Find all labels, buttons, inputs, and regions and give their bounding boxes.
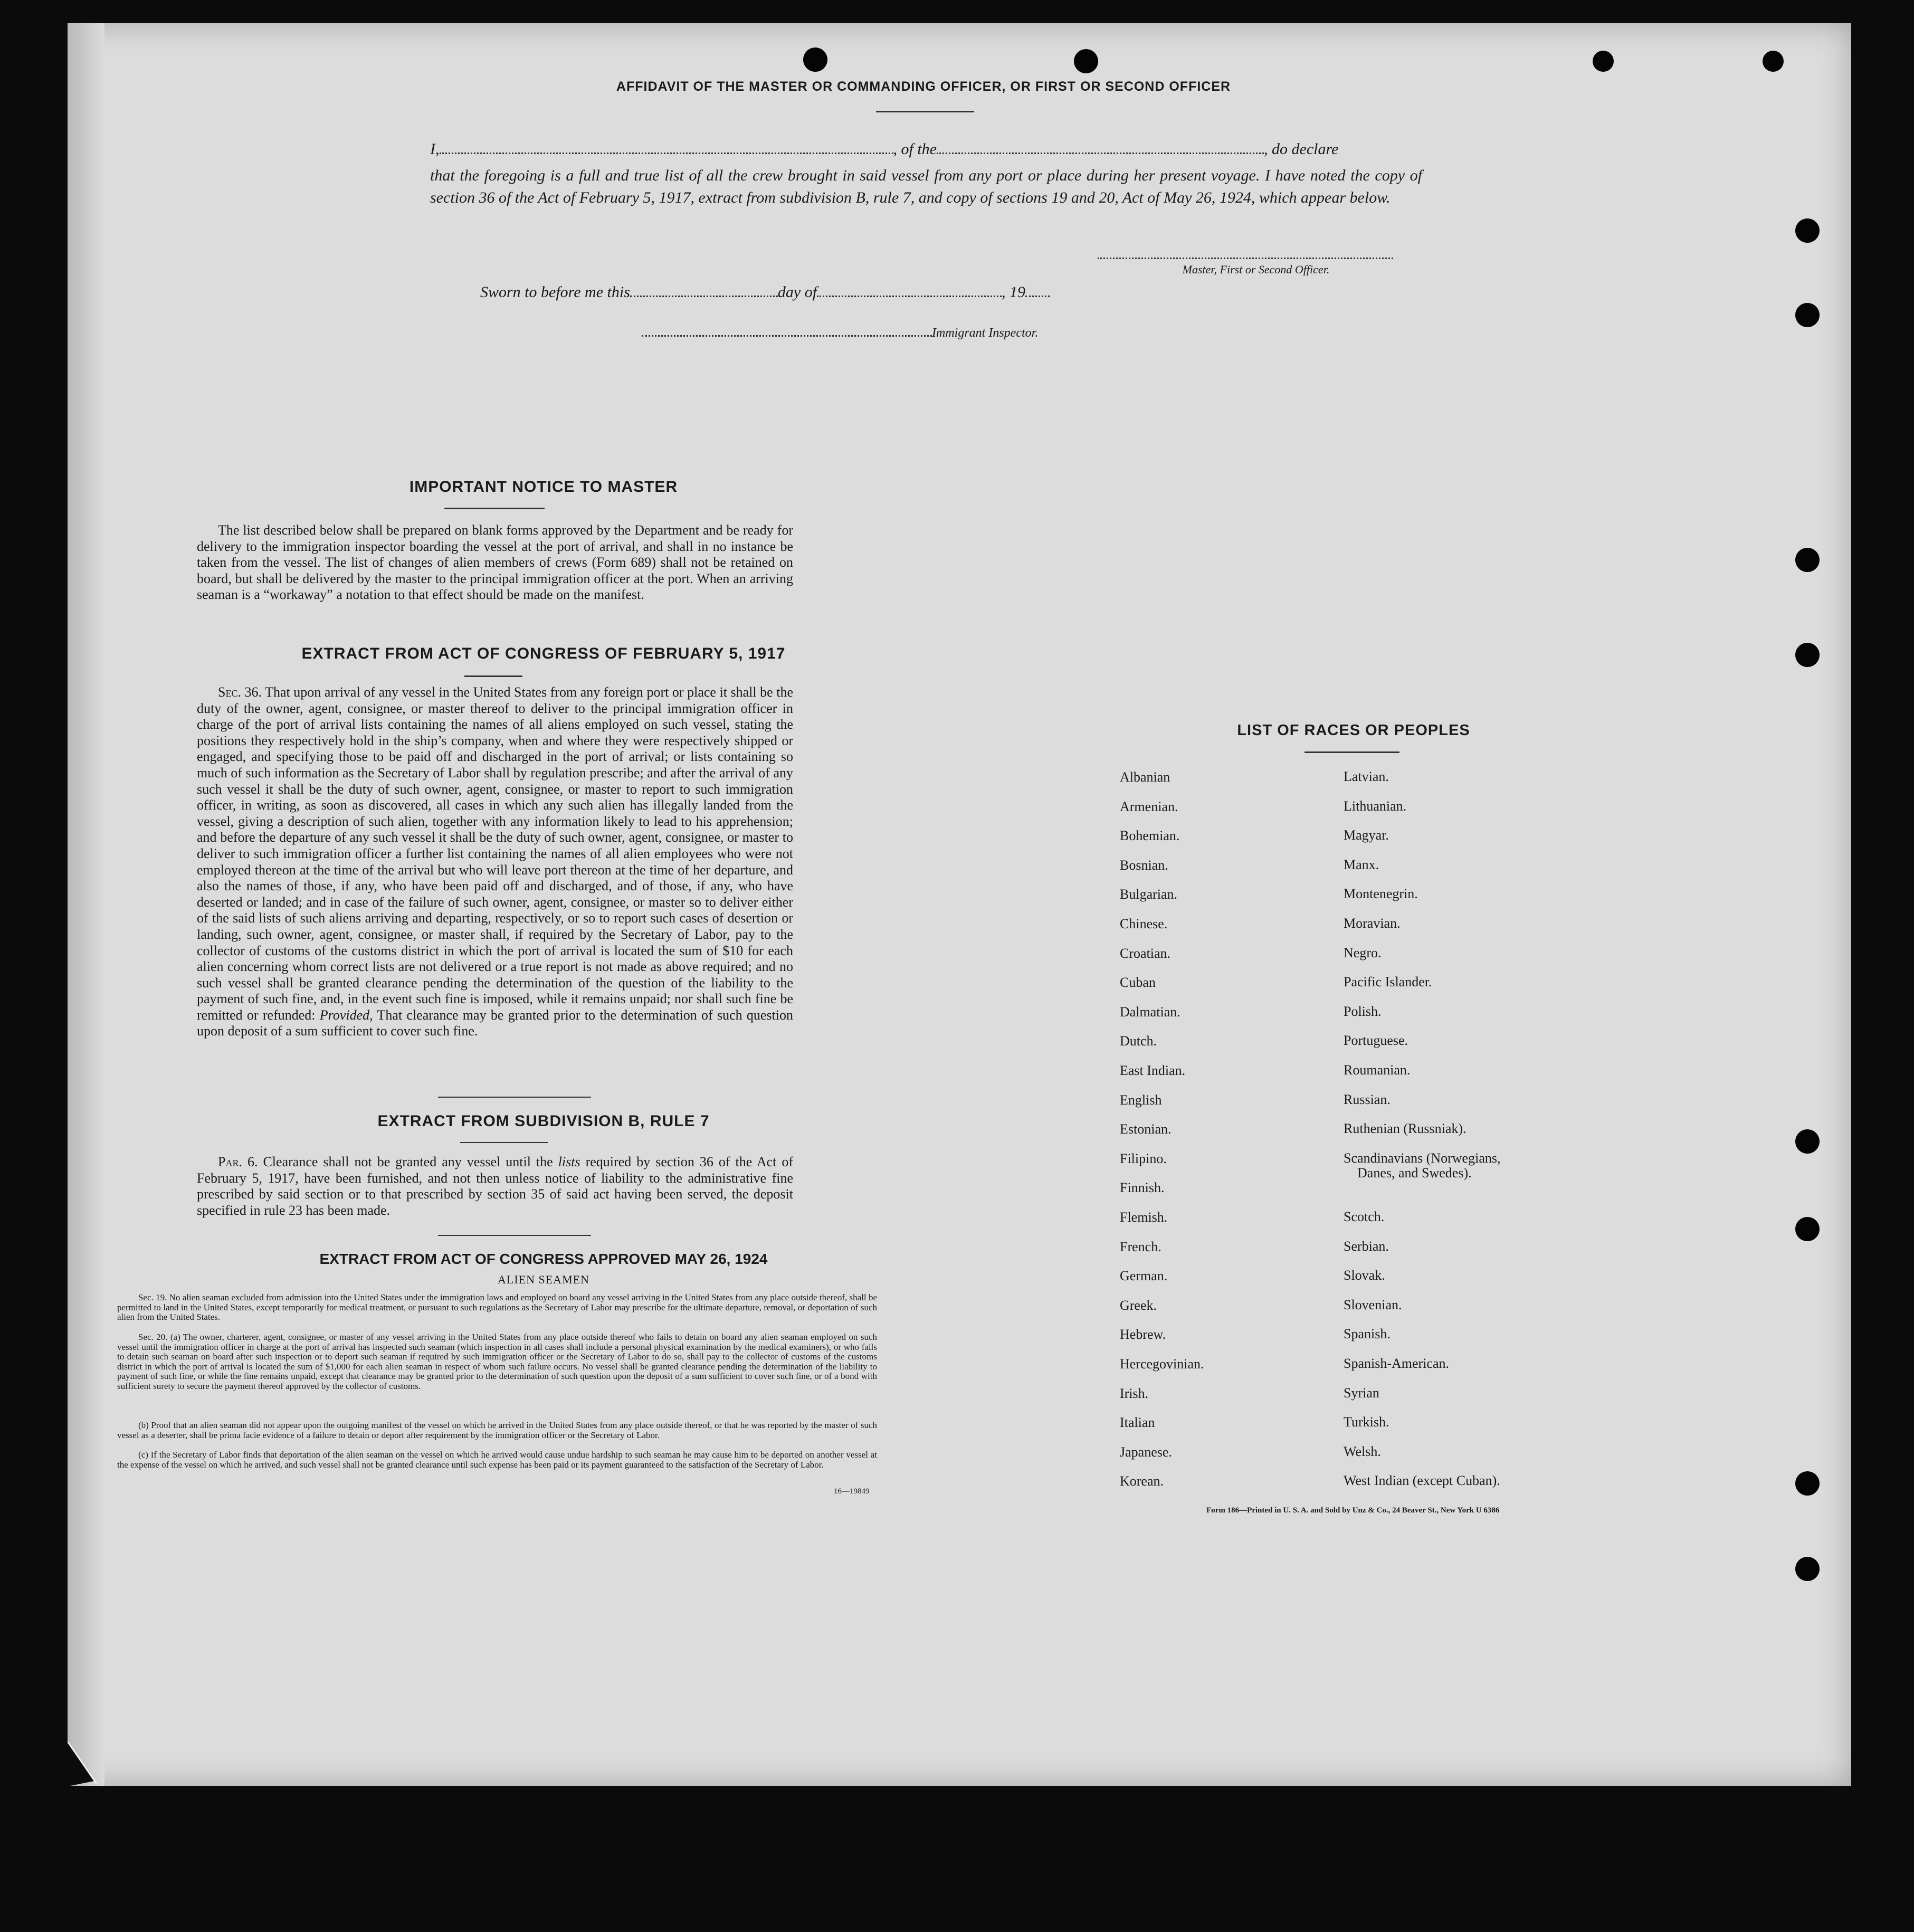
section-rule [464, 675, 522, 677]
race-item: Armenian. [1120, 798, 1178, 814]
act1917-title: EXTRACT FROM ACT OF CONGRESS OF FEBRUARY 5, 1917 [301, 645, 786, 662]
sworn-prefix: Sworn to before me this [480, 283, 630, 301]
race-item: Dalmatian. [1120, 1004, 1180, 1020]
punch-hole-icon [1795, 1129, 1820, 1154]
race-item: Croatian. [1120, 945, 1171, 961]
rule7-par-label: Par. 6. [218, 1154, 258, 1169]
race-item: Latvian. [1344, 769, 1389, 784]
act1924-title: EXTRACT FROM ACT OF CONGRESS APPROVED MAY 26, 1924 [319, 1251, 768, 1267]
sworn-month-field[interactable] [817, 296, 1002, 297]
punch-hole-icon [1593, 51, 1614, 72]
act1917-body-end: That clearance may be granted prior to the determination of such question upon deposit of a sum sufficient to cover such fine. [197, 1007, 794, 1039]
sworn-year-field[interactable] [1025, 296, 1050, 297]
race-item: Albanian [1120, 769, 1170, 785]
race-item: Slovenian. [1344, 1297, 1402, 1312]
punch-hole-icon [1795, 303, 1820, 327]
punch-hole-icon [1074, 49, 1098, 73]
form-footer: Form 186—Printed in U. S. A. and Sold by Unz & Co., 24 Beaver St., New York U 6386 [1206, 1506, 1500, 1515]
section-rule [460, 1142, 548, 1143]
punch-hole-icon [1795, 1557, 1820, 1581]
title-rule [876, 111, 974, 112]
race-item: Greek. [1120, 1297, 1157, 1313]
race-item: Welsh. [1344, 1443, 1381, 1459]
act1924-sec19: Sec. 19. No alien seaman excluded from admission into the United States under the immigration laws and employed on board any vessel arriving in the United States from any place outside thereof, shall be permitted to land in the United States, except temporarily for medical treatment, or pursuant to such regulations as the Secretary of Labor may prescribe for the ultimate departure, removal, or deportation of such alien from the United States. [117, 1292, 877, 1322]
affidavit-title: AFFIDAVIT OF THE MASTER OR COMMANDING OFFICER, OR FIRST OR SECOND OFFICER [616, 79, 1231, 94]
affidavit-first-line [430, 140, 1422, 158]
inspector-label: Immigrant Inspector. [932, 326, 1039, 340]
race-item: Scandinavians (Norwegians, Danes, and Swedes). [1344, 1150, 1501, 1181]
inspector-signature-field[interactable] [642, 335, 932, 337]
declare-label: , do declare [1264, 140, 1339, 158]
act1917-text [197, 684, 793, 1040]
race-item: Slovak. [1344, 1268, 1385, 1283]
race-item: Japanese. [1120, 1444, 1172, 1460]
vessel-name-field[interactable] [937, 153, 1264, 154]
race-item: East Indian. [1120, 1063, 1186, 1078]
sworn-line [480, 283, 1050, 301]
race-item: Manx. [1344, 856, 1379, 872]
race-item: Bulgarian. [1120, 887, 1178, 902]
sheet-left-edge [68, 23, 104, 1786]
race-item: Lithuanian. [1344, 798, 1407, 814]
master-signature-label: Master, First or Second Officer. [1182, 263, 1330, 276]
rule7-title: EXTRACT FROM SUBDIVISION B, RULE 7 [377, 1112, 710, 1130]
race-item: English [1120, 1092, 1162, 1108]
sworn-day-of: day of [777, 283, 817, 301]
section-rule [438, 1235, 591, 1236]
act1924-sec20a: Sec. 20. (a) The owner, charterer, agent, consignee, or master of any vessel arriving in the United States from any place outside thereof who fails to detain on board any alien seaman employed on such vessel until the immigration officer in charge at the port of arrival has inspected such seaman (which inspection in all cases shall include a personal physical examination by the medical examiners), or who fails to detain such seaman on board after such inspection or to deport such seaman if required by such immigration officer or the Secretary of Labor to do so, shall pay to the collector of customs of the customs district in which the port of arrival is located the sum of $1,000 for each alien seaman in respect of whom such failure occurs. No vessel shall be granted clearance pending the determination of the liability to payment of such fine, or while the fine remains unpaid, except that clearance may be granted prior to the determination of such question upon the deposit of a sum sufficient to cover such fine, or of a bond with sufficient surety to secure the payment thereof approved by the collector of customs. [117, 1332, 877, 1391]
race-item: Chinese. [1120, 916, 1168, 931]
race-item: Turkish. [1344, 1414, 1389, 1430]
race-item: Bosnian. [1120, 857, 1168, 873]
inspector-line [642, 326, 1038, 340]
race-item: Hercegovinian. [1120, 1356, 1204, 1372]
punch-hole-icon [1795, 643, 1820, 667]
race-item: Finnish. [1120, 1180, 1165, 1196]
master-signature-line[interactable] [1098, 252, 1393, 262]
act1917-body: That upon arrival of any vessel in the United States from any foreign port or place it shall be the duty of the owner, agent, consignee, or master thereof to deliver to the principal immigration officer in charge of the port of arrival lists containing the names of all aliens employed on such vessel, stating the positions they respectively hold in the ship’s company, when and where they were respectively shipped or engaged, and specifying those to be paid off and discharged in the port of arrival; or lists containing so much of such information as the Secretary of Labor shall by regulation prescribe; and after the arrival of any such vessel it shall be the duty of such owner, agent, consignee, or master to report to such immigration officer, in writing, as soon as discovered, all cases in which any such alien has illegally landed from the vessel, giving a description of such alien, together with any information likely to lead to his apprehension; and before the departure of any such vessel it shall be the duty of such owner, agent, consignee, or master to deliver to such immigration officer a further list containing the names of all alien employees who were not employed thereon at the time of the arrival but who will leave port thereon at the time of her departure, and also the names of those, if any, who have been paid off and discharged, and of those, if any, who have deserted or landed; and in case of the failure of such owner, agent, consignee, or master so to deliver either of the said lists of such aliens arriving and departing, respectively, or so to report such cases of desertion or landing, such owner, agent, consignee, or master shall, if required by the Secretary of Labor, pay to the collector of customs of the customs district in which the port of arrival is located the sum of $10 for each alien concerning whom correct lists are not delivered or a true report is not made as above required; and no such vessel shall be granted clearance pending the determination of the question of the liability to the payment of such fine, and, in the event such fine is imposed, while it remains unpaid; nor shall such fine be remitted or refunded: [197, 684, 794, 1023]
race-item: Russian. [1344, 1091, 1391, 1107]
race-item: Italian [1120, 1415, 1155, 1431]
act1917-section-label: Sec. 36. [218, 684, 262, 700]
rule7-text [197, 1154, 793, 1219]
race-item: Flemish. [1120, 1210, 1168, 1225]
folded-corner-icon [68, 1741, 110, 1789]
declaration-text: that the foregoing is a full and true list of all the crew brought in said vessel from any port or place during her present voyage. I have noted the copy of section 36 of the Act of February 5, 1917, extract from subdivision B, rule 7, and copy of sections 19 and 20, Act of May 26, 1924, which appear below. [430, 167, 1422, 206]
race-item: Bohemian. [1120, 828, 1180, 844]
section-rule [444, 508, 545, 509]
race-item: Polish. [1344, 1003, 1382, 1019]
punch-hole-icon [1795, 1471, 1820, 1496]
race-item: West Indian (except Cuban). [1344, 1473, 1500, 1489]
punch-hole-icon [1795, 548, 1820, 572]
punch-hole-icon [1763, 51, 1784, 72]
race-item: Moravian. [1344, 916, 1401, 931]
race-item: Montenegrin. [1344, 886, 1418, 902]
punch-hole-icon [803, 47, 827, 72]
race-item: Hebrew. [1120, 1327, 1166, 1343]
race-item: Syrian [1344, 1385, 1379, 1401]
race-item: Cuban [1120, 975, 1156, 991]
vessel-label: , of the [893, 140, 937, 158]
act1924-sec20b: (b) Proof that an alien seaman did not appear upon the outgoing manifest of the vessel on which he arrived in the United States from any place outside thereof, or that he was reported by the master of such vessel as a deserter, shall be prima facie evidence of a failure to detain or deport after requirement by the immigration officer or the Secretary of Labor. [117, 1420, 877, 1440]
rule7-lists-word: lists [558, 1154, 580, 1169]
race-item: Portuguese. [1344, 1033, 1408, 1049]
race-item: Korean. [1120, 1473, 1164, 1489]
race-item: Ruthenian (Russniak). [1344, 1121, 1467, 1137]
race-item: Spanish. [1344, 1326, 1391, 1342]
notice-text: The list described below shall be prepared on blank forms approved by the Department and be ready for delivery to the immigration inspector boarding the vessel at the port of arrival, and shall in no instance be taken from the vessel. The list of changes of alien members of crews (Form 689) shall not be retained on board, but shall be delivered by the master to the principal immigration officer at the port. When an arriving seaman is a “workaway” a notation to that effect should be made on the manifest. [197, 522, 793, 603]
races-title: LIST OF RACES OR PEOPLES [1237, 722, 1470, 739]
race-item: Estonian. [1120, 1121, 1172, 1137]
race-item: Spanish-American. [1344, 1356, 1450, 1371]
rule7-text-a: Clearance shall not be granted any vessel until the [263, 1154, 553, 1169]
act1924-code: 16—19849 [834, 1487, 870, 1496]
sworn-year: , 19 [1002, 283, 1026, 301]
race-item: French. [1120, 1239, 1161, 1254]
act1917-provided: Provided, [319, 1007, 373, 1023]
race-item: Negro. [1344, 945, 1382, 960]
act1924-sec20c: (c) If the Secretary of Labor finds that deportation of the alien seaman on the vessel on which he arrived would cause undue hardship to such seaman he may cause him to be deported on another vessel at the expense of the vessel on which he arrived, and such vessel shall not be granted clearance until such expense has been paid or its payment guaranteed to the satisfaction of the Secretary of Labor. [117, 1450, 877, 1470]
race-item: Pacific Islander. [1344, 974, 1432, 990]
race-item: Serbian. [1344, 1238, 1389, 1254]
sworn-day-field[interactable] [630, 296, 778, 297]
rule7-text-b: required by section 36 of the Act of February 5, 1917, have been furnished, and not then unless notice of liability to the administrative fine prescribed by said section or to that prescribed by section 35 of said act having been served, the deposit specified in rule 23 has been made. [197, 1154, 794, 1218]
race-item: German. [1120, 1268, 1168, 1284]
notice-title: IMPORTANT NOTICE TO MASTER [409, 478, 678, 496]
declarant-label: I, [430, 140, 440, 158]
race-item: Scotch. [1344, 1209, 1385, 1224]
race-item: Magyar. [1344, 827, 1389, 843]
punch-hole-icon [1795, 218, 1820, 243]
race-item: Filipino. [1120, 1150, 1167, 1166]
race-item: Irish. [1120, 1385, 1149, 1401]
race-item: Roumanian. [1344, 1062, 1411, 1078]
declarant-name-field[interactable] [440, 153, 893, 154]
section-rule [438, 1097, 591, 1098]
race-item: Dutch. [1120, 1033, 1157, 1049]
section-rule [1304, 751, 1399, 753]
act1924-subtitle: ALIEN SEAMEN [498, 1273, 589, 1286]
punch-hole-icon [1795, 1217, 1820, 1241]
